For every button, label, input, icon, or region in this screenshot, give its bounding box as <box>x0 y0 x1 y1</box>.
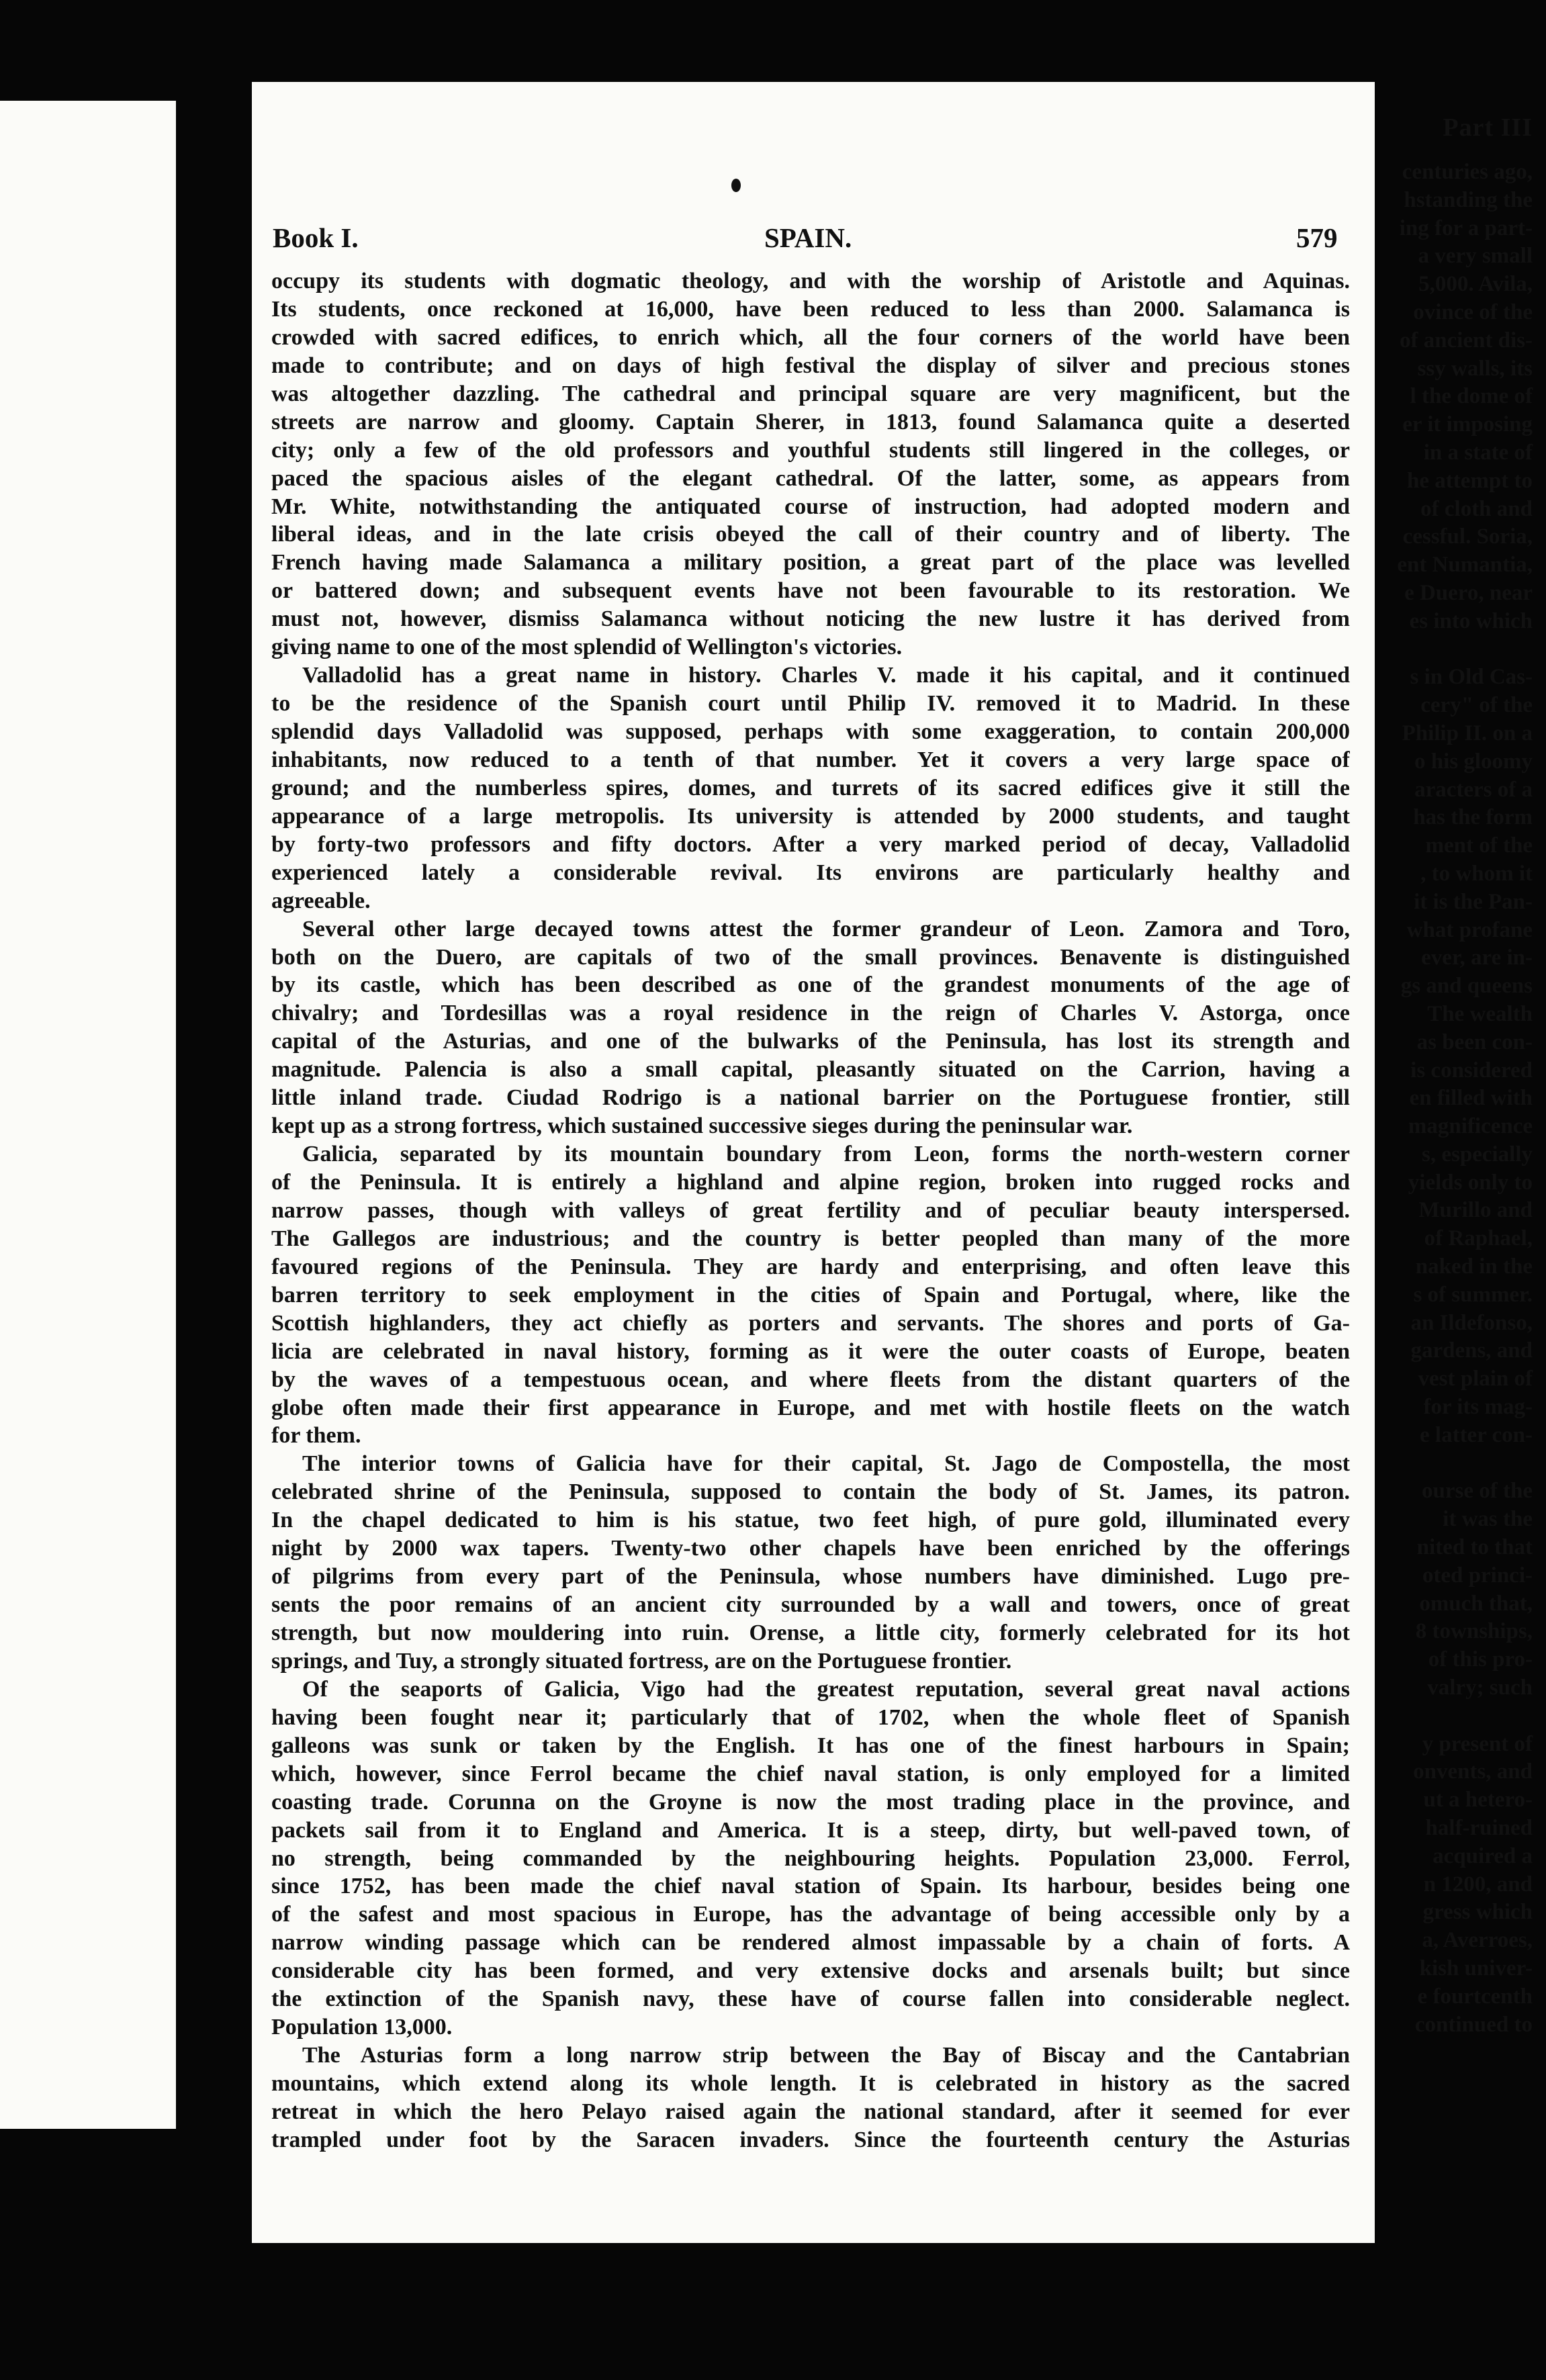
facing-page-line: nited to that <box>1416 1535 1533 1560</box>
text-line: Scottish highlanders, they act chiefly as porters and servants. The shores and ports of Ga- <box>271 1310 1350 1336</box>
text-line: made to contribute; and on days of high festival the display of silver and precious stones <box>271 353 1350 378</box>
facing-page-line: cessful. Soria, <box>1402 524 1533 549</box>
facing-page-line: s in Old Cas- <box>1410 665 1533 690</box>
text-line: Population 13,000. <box>271 2015 453 2040</box>
text-line: Its students, once reckoned at 16,000, have been reduced to less than 2000. Salamanca is <box>271 296 1350 322</box>
facing-page-line: centuries ago, <box>1402 160 1533 184</box>
text-line: French having made Salamanca a military position, a great part of the place was levelled <box>271 550 1350 576</box>
text-line: galleons was sunk or taken by the English. It has one of the finest harbours in Spain; <box>271 1733 1350 1758</box>
text-line: little inland trade. Ciudad Rodrigo is a national barrier on the Portuguese frontier, still <box>271 1085 1350 1111</box>
page-number: 579 <box>1296 222 1338 253</box>
body-text <box>271 267 1350 2154</box>
facing-page-line: 8 townships, <box>1415 1619 1533 1644</box>
facing-page-header: Part III <box>1443 113 1533 142</box>
facing-page-line: gress which <box>1422 1900 1533 1925</box>
text-line: The interior towns of Galicia have for their capital, St. Jago de Compostella, the most <box>302 1451 1350 1477</box>
text-line: city; only a few of the old professors and youthful students still lingered in the colleges, or <box>271 437 1350 463</box>
facing-page-line: oted princi- <box>1422 1563 1533 1588</box>
text-line: The Asturias form a long narrow strip between the Bay of Biscay and the Cantabrian <box>302 2043 1350 2068</box>
facing-page-line: has the form <box>1413 805 1533 830</box>
text-line: Several other large decayed towns attest the former grandeur of Leon. Zamora and Toro, <box>302 916 1350 942</box>
text-line: chivalry; and Tordesillas was a royal residence in the reign of Charles V. Astorga, once <box>271 1001 1350 1026</box>
text-line: appearance of a large metropolis. Its university is attended by 2000 students, and taught <box>271 803 1350 829</box>
text-line: agreeable. <box>271 888 371 913</box>
text-line: celebrated shrine of the Peninsula, supposed to contain the body of St. James, its patron. <box>271 1479 1350 1505</box>
facing-page-text <box>1397 158 1533 2039</box>
facing-page-line: es into which <box>1409 608 1533 633</box>
text-line: of the Peninsula. It is entirely a highland and alpine region, broken into rugged rocks and <box>271 1170 1350 1195</box>
facing-page-line: e latter con- <box>1420 1422 1533 1447</box>
facing-page-line: o his gloomy <box>1414 749 1533 774</box>
text-line: occupy its students with dogmatic theology, and with the worship of Aristotle and Aquinas. <box>271 269 1350 293</box>
text-line: mountains, which extend along its whole length. It is celebrated in history as the sacred <box>271 2071 1350 2096</box>
facing-page-line: aracters of a <box>1414 777 1533 802</box>
facing-page-line: The wealth <box>1427 1001 1533 1026</box>
text-line: narrow passes, though with valleys of great fertility and of peculiar beauty interspersed. <box>271 1197 1350 1223</box>
facing-page-line: what profane <box>1406 917 1533 942</box>
facing-page-line: of ancient dis- <box>1400 328 1533 353</box>
text-line: Valladolid has a great name in history. Charles V. made it his capital, and it continued <box>302 663 1350 688</box>
text-line: experienced lately a considerable revival. Its environs are particularly healthy and <box>271 860 1350 885</box>
facing-page-line: ourse of the <box>1422 1479 1533 1504</box>
facing-page-line: an Ildefonso, <box>1410 1310 1533 1335</box>
facing-page-line <box>1397 636 1533 664</box>
facing-page-line: magnificence <box>1408 1114 1533 1139</box>
facing-page-line: it is the Pan- <box>1414 889 1533 914</box>
facing-page-line: half-ruined <box>1425 1816 1533 1841</box>
facing-page-line: acquired a <box>1433 1843 1533 1868</box>
facing-page-line: ovince of the <box>1413 300 1533 324</box>
text-line: paced the spacious aisles of the elegant cathedral. Of the latter, some, as appears from <box>271 465 1350 491</box>
running-head-title: SPAIN. <box>764 222 852 253</box>
text-line: The Gallegos are industrious; and the country is better peopled than many of the more <box>271 1226 1350 1251</box>
text-line: streets are narrow and gloomy. Captain Sherer, in 1813, found Salamanca quite a deserted <box>271 409 1350 434</box>
facing-page-line: er it imposing <box>1402 412 1533 437</box>
facing-page-line: it was the <box>1443 1507 1533 1532</box>
text-line: by forty-two professors and fifty doctors. After a very marked period of decay, Valladolid <box>271 831 1350 857</box>
text-line: was altogether dazzling. The cathedral and principal square are very magnificent, but the <box>271 381 1350 406</box>
text-line: capital of the Asturias, and one of the bulwarks of the Peninsula, has lost its strength and <box>271 1029 1350 1054</box>
facing-page-line: valry; such <box>1427 1676 1533 1700</box>
facing-page-line: gardens, and <box>1410 1338 1533 1363</box>
text-line: which, however, since Ferrol became the chief naval station, is only employed for a limited <box>271 1761 1350 1786</box>
text-line: by its castle, which has been described as one of the grandest monuments of the age of <box>271 972 1350 998</box>
facing-page-line: onvents, and <box>1413 1759 1533 1784</box>
facing-page-line: is considered <box>1410 1058 1533 1083</box>
facing-page-line: e Duero, near <box>1404 580 1533 605</box>
text-line: ground; and the numberless spires, domes, and turrets of its sacred edifices give it still the <box>271 775 1350 800</box>
text-line: kept up as a strong fortress, which sustained successive sieges during the peninsular war. <box>271 1113 1133 1139</box>
facing-page-line: he attempt to <box>1407 468 1533 493</box>
text-line: trampled under foot by the Saracen invaders. Since the fourteenth century the Asturias <box>271 2127 1350 2152</box>
text-line: narrow winding passage which can be rendered almost impassable by a chain of forts. A <box>271 1930 1350 1956</box>
facing-page-line: omuch that, <box>1419 1591 1533 1616</box>
facing-page-line <box>1397 1702 1533 1731</box>
text-line: packets sail from it to England and America. It is a steep, dirty, but well-paved town, of <box>271 1817 1350 1843</box>
facing-page-line: a, Averroes, <box>1422 1928 1533 1953</box>
text-line: sents the poor remains of an ancient city surrounded by a wall and towers, once of great <box>271 1592 1350 1618</box>
facing-page-line: , to whom it <box>1420 861 1533 886</box>
printer-ornament <box>731 179 741 192</box>
facing-page-line: 5,000. Avila, <box>1418 272 1533 297</box>
text-line: the extinction of the Spanish navy, these have of course fallen into considerable neglect. <box>271 1986 1350 2012</box>
facing-page-line: l the dome of <box>1410 384 1533 409</box>
text-line: globe often made their first appearance in Europe, and met with hostile fleets on the watch <box>271 1395 1350 1420</box>
facing-page-line: for its mag- <box>1423 1395 1533 1420</box>
facing-page-line <box>1397 1450 1533 1478</box>
text-line: considerable city has been formed, and very extensive docks and arsenals built; but since <box>271 1958 1350 1984</box>
facing-page-line: e fourtcenth <box>1417 1984 1533 2009</box>
text-line: having been fought near it; particularly that of 1702, when the whole fleet of Spanish <box>271 1704 1350 1730</box>
facing-page-line: kish univer- <box>1419 1956 1533 1980</box>
running-head-book: Book I. <box>273 222 359 253</box>
text-line: inhabitants, now reduced to a tenth of that number. Yet it covers a very large space of <box>271 747 1350 772</box>
text-line: giving name to one of the most splendid of Wellington's victories. <box>271 635 903 660</box>
facing-page-line: en filled with <box>1409 1086 1533 1111</box>
facing-page-line: in a state of <box>1423 440 1533 465</box>
text-line: both on the Duero, are capitals of two of the small provinces. Benavente is distinguished <box>271 944 1350 970</box>
text-line: no strength, being commanded by the neighbouring heights. Population 23,000. Ferrol, <box>271 1845 1350 1871</box>
facing-page-line: ent Numantia, <box>1397 553 1533 578</box>
facing-page-line: ing for a part- <box>1399 216 1533 240</box>
text-line: since 1752, has been made the chief naval station of Spain. Its harbour, besides being one <box>271 1874 1350 1899</box>
facing-page-line: of this pro- <box>1428 1647 1533 1672</box>
text-line: crowded with sacred edifices, to enrich which, all the four corners of the world have been <box>271 324 1350 350</box>
facing-page-line: vest plain of <box>1418 1367 1533 1391</box>
text-line: of pilgrims from every part of the Peninsula, whose numbers have diminished. Lugo pre- <box>271 1564 1350 1590</box>
facing-page-line: as been con- <box>1416 1029 1533 1054</box>
text-line: magnitude. Palencia is also a small capital, pleasantly situated on the Carrion, having a <box>271 1057 1350 1083</box>
facing-page-line: cery" of the <box>1420 693 1533 718</box>
facing-page-line: of Raphael, <box>1424 1226 1533 1251</box>
facing-page-line: naked in the <box>1415 1254 1533 1279</box>
text-line: splendid days Valladolid was supposed, perhaps with some exaggeration, to contain 200,000 <box>271 719 1350 744</box>
facing-page <box>0 101 176 2129</box>
text-line: barren territory to seek employment in the cities of Spain and Portugal, where, like the <box>271 1282 1350 1308</box>
text-line: springs, and Tuy, a strongly situated fortress, are on the Portuguese frontier. <box>271 1648 1012 1674</box>
facing-page-line: y present of <box>1422 1731 1533 1756</box>
text-line: coasting trade. Corunna on the Groyne is now the most trading place in the province, and <box>271 1789 1350 1815</box>
facing-page-line: ment of the <box>1425 833 1533 858</box>
text-line: night by 2000 wax tapers. Twenty-two other chapels have been enriched by the offerings <box>271 1536 1350 1561</box>
text-line: In the chapel dedicated to him is his statue, two feet high, of pure gold, illuminated every <box>271 1508 1350 1533</box>
text-line: liberal ideas, and in the late crisis obeyed the call of their country and of liberty. The <box>271 522 1350 547</box>
text-line: retreat in which the hero Pelayo raised again the national standard, after it seemed for ever <box>271 2099 1350 2124</box>
text-line: for them. <box>271 1423 361 1449</box>
facing-page-line: ut a hetero- <box>1423 1788 1533 1813</box>
text-line: licia are celebrated in naval history, forming as it were the outer coasts of Europe, beaten <box>271 1338 1350 1364</box>
facing-page-line: n 1200, and <box>1423 1872 1533 1896</box>
facing-page-line: Philip II. on a <box>1402 721 1533 745</box>
facing-page-line: hstanding the <box>1404 187 1533 212</box>
text-line: to be the residence of the Spanish court until Philip IV. removed it to Madrid. In these <box>271 691 1350 717</box>
text-line: Mr. White, notwithstanding the antiquated course of instruction, had adopted modern and <box>271 494 1350 519</box>
facing-page-line: s, especially <box>1422 1142 1533 1166</box>
text-line: by the waves of a tempestuous ocean, and where fleets from the distant quarters of the <box>271 1367 1350 1392</box>
text-line: strength, but now mouldering into ruin. Orense, a little city, formerly celebrated for its hot <box>271 1620 1350 1645</box>
facing-page-line: gs and queens <box>1400 974 1533 999</box>
facing-page-line: Murillo and <box>1418 1198 1533 1223</box>
text-line: favoured regions of the Peninsula. They are hardy and enterprising, and often leave this <box>271 1254 1350 1279</box>
facing-page-line: a very small <box>1418 244 1533 269</box>
text-line: of the safest and most spacious in Europe, has the advantage of being accessible only by a <box>271 1902 1350 1927</box>
text-line: Galicia, separated by its mountain boundary from Leon, forms the north-western corner <box>302 1142 1350 1167</box>
text-line: must not, however, dismiss Salamanca without noticing the new lustre it has derived from <box>271 606 1350 632</box>
facing-page-line: of cloth and <box>1420 496 1533 521</box>
facing-page-line: ssy walls, its <box>1417 356 1533 381</box>
facing-page-line: yields only to <box>1408 1170 1533 1195</box>
facing-page-line: continued to <box>1414 2012 1533 2037</box>
facing-page-line: ever, are in- <box>1421 946 1533 970</box>
text-line: Of the seaports of Galicia, Vigo had the greatest reputation, several great naval actions <box>302 1676 1350 1702</box>
text-line: or battered down; and subsequent events have not been favourable to its restoration. We <box>271 578 1350 604</box>
facing-page-line: s of summer. <box>1413 1282 1533 1307</box>
